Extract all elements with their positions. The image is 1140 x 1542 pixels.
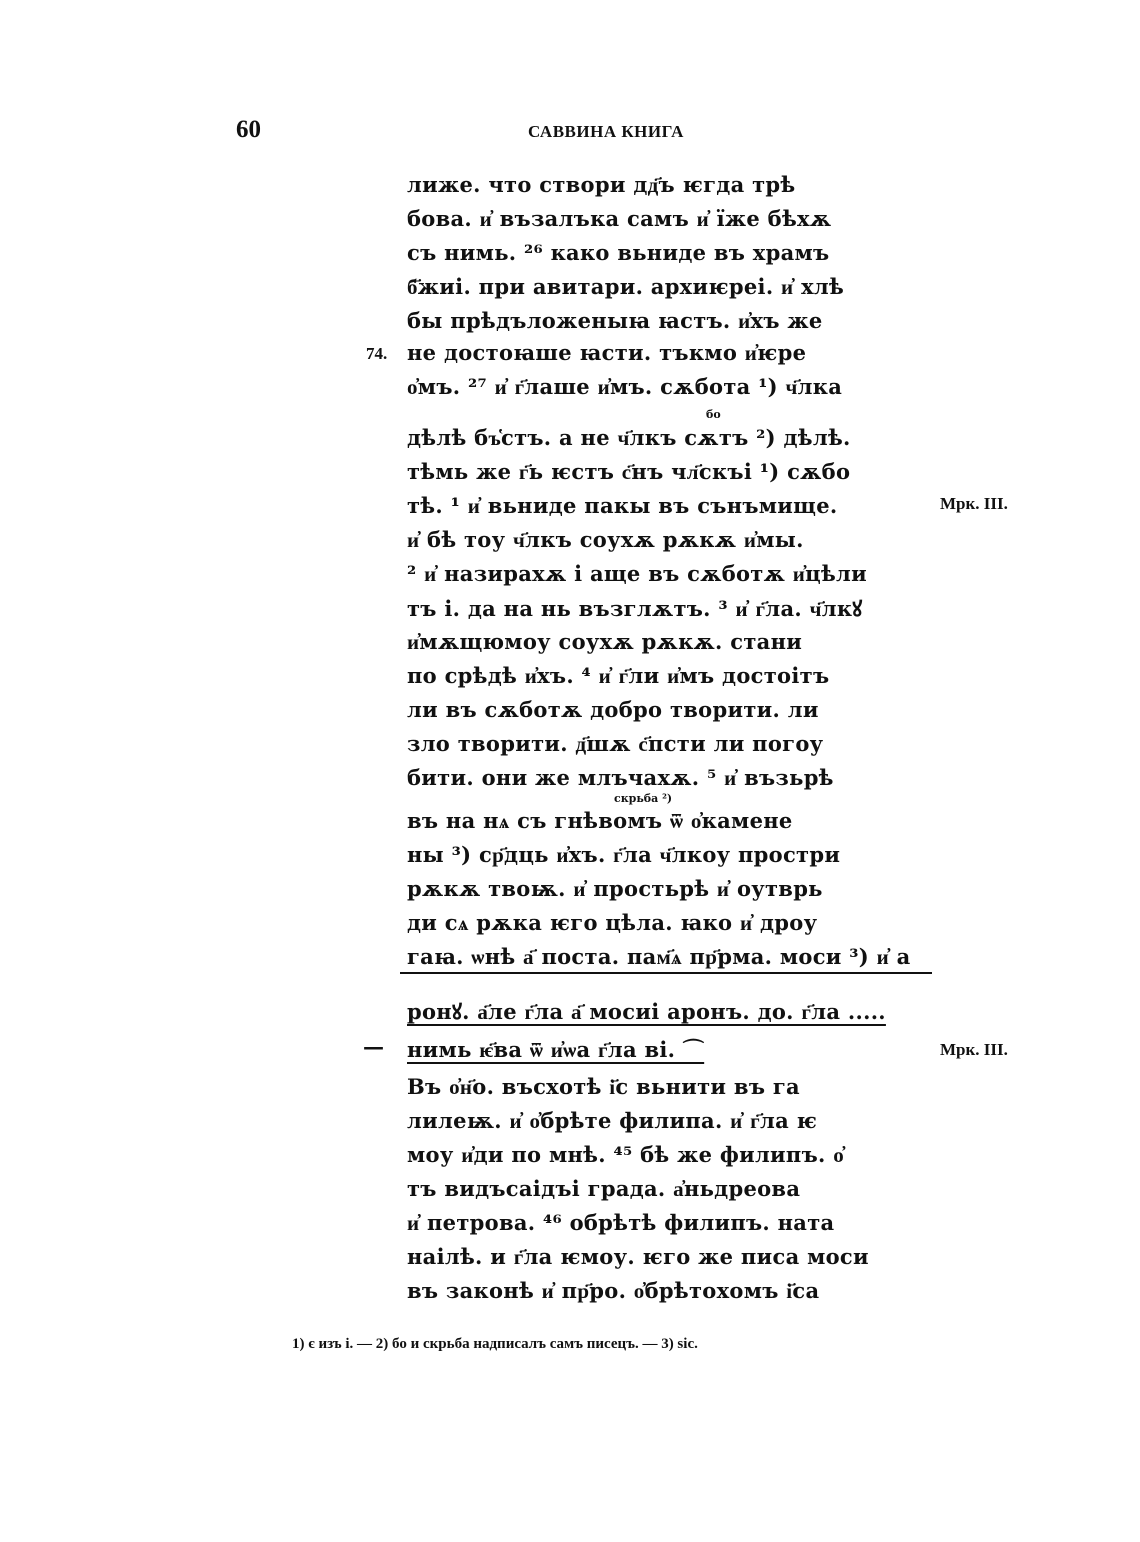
text-line: зло творити. д҃шѫ с҃псти ли погоу — [407, 731, 824, 756]
text-line: ди сѧ рѫка ѥго цѣла. ꙗко и҆ дроу — [407, 910, 818, 935]
text-line: лиже. что створи дд҃ъ ѥгда трѣ — [407, 172, 796, 197]
text-line: моу и҆ди по мнѣ. ⁴⁵ бѣ же филипъ. о҆ — [407, 1142, 845, 1167]
text-line: ² и҆ назирахѫ і аще въ сѫботѫ и҆цѣли — [407, 561, 867, 586]
text-line: бити. они же млъчахѫ. ⁵ и҆ възьрѣ — [407, 765, 834, 790]
text-line: съ нимь. ²⁶ како вьниде въ храмъ — [407, 240, 830, 265]
text-line: ли въ сѫботѫ добро творити. ли — [407, 697, 819, 722]
text-line: тѣмь же г҃ь ѥстъ с҃нъ чл҃скъі ¹) сѫбо — [407, 459, 851, 484]
text-line: тѣ. ¹ и҆ вьниде пакы въ сънъмище. — [407, 493, 838, 518]
footnotes: 1) є изъ і. — 2) бо и скрьба надписалъ самъ писецъ. — 3) sic. — [292, 1336, 698, 1352]
text-line: по срѣдѣ и҆хъ. ⁴ и҆ г҃ли и҆мъ достоітъ — [407, 663, 830, 688]
text-line: въ законѣ и҆ пр҃ро. о҆брѣтохомъ і҃са — [407, 1278, 820, 1303]
text-line: тъ і. да на нь възглѫтъ. ³ и҆ г҃ла. ч҃лкꙋ — [407, 596, 863, 621]
text-line: тъ видъсаідъі града. а҆ньдреова — [407, 1176, 801, 1201]
text-line: дѣлѣ бъ҅стъ. а не ч҃лкъ сѫтъ ²) дѣлѣ. — [407, 425, 851, 450]
text-line: и҆ петрова. ⁴⁶ обрѣтѣ филипъ. ната — [407, 1210, 835, 1235]
text-line: и҆мѫщюмоу соухѫ рѫкѫ. стани — [407, 629, 803, 654]
horizontal-rule — [400, 972, 932, 974]
text-line-underlined: ронꙋ. а҃ле г҃ла а҃ мосиі аронъ. до. г҃ла ..... — [407, 999, 886, 1024]
text-line: не достоꙗше ꙗсти. тъкмо и҆ѥре — [407, 340, 807, 365]
interlinear-note: бо — [706, 408, 721, 421]
interlinear-note: скрьба ²) — [614, 792, 673, 805]
text-line: въ на нѧ съ гнѣвомъ ѿ о҆камене — [407, 808, 793, 833]
margin-reference: Мрк. III. — [940, 494, 1008, 513]
text-line: бы прѣдъложеныꙗ ꙗстъ. и҆хъ же — [407, 308, 823, 333]
text-line: о҆мъ. ²⁷ и҆ г҃лаше и҆мъ. сѫбота ¹) ч҃лка — [407, 374, 843, 399]
text-line: и҆ бѣ тоу ч҃лкъ соухѫ рѫкѫ и҆мы. — [407, 527, 804, 552]
text-line: бова. и҆ възалъка самъ и҆ їже бѣхѫ — [407, 206, 832, 231]
margin-reference: Мрк. III. — [940, 1040, 1008, 1059]
text-line: наілѣ. и г҃ла ѥмоу. ѥго же писа моси — [407, 1244, 869, 1269]
page-number: 60 — [236, 116, 261, 143]
text-line: ны ³) ср҃дць и҆хъ. г҃ла ч҃лкоу простри — [407, 842, 841, 867]
verse-marker: 74. — [366, 344, 388, 363]
text-line: Въ о҆н҃о. въсхотѣ і҃с вьнити въ га — [407, 1074, 800, 1099]
text-line: б҃жиі. при авитари. архиѥреі. и҆ хлѣ — [407, 274, 845, 299]
text-line: рѫкѫ твоѭ. и҆ простьрѣ и҆ оутврь — [407, 876, 823, 901]
running-title: САВВИНА КНИГА — [528, 122, 684, 141]
text-line: гаꙗ. ѡнѣ а҃ поста. пам҃ѧ пр҃рма. моси ³) и҆ а — [407, 944, 911, 969]
text-line-underlined: нимь ѥ҃ва ѿ и҆ѡа г҃ла ві. ⌒ — [407, 1037, 705, 1062]
text-line: лилеѭ. и҆ о҆брѣте филипа. и҆ г҃ла ѥ — [407, 1108, 818, 1133]
dash: — — [363, 1034, 384, 1059]
